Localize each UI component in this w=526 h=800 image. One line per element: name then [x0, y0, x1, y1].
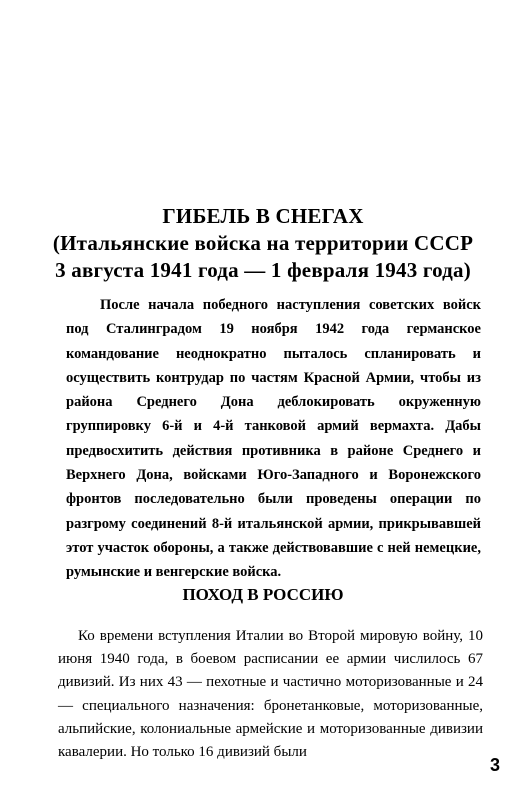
- body-paragraph: Ко времени вступления Италии во Второй мировую войну, 10 июня 1940 года, в боевом расписании ее армии числилось 67 дивизий. Из них 43 — пехотные и частично моторизованные и 24 — специального назначения: бронетанковые, моторизованные, альпийские, колониальные армейские и моторизованные дивизии кавалерии. Но только 16 дивизий были: [58, 628, 483, 761]
- section-heading: ПОХОД В РОССИЮ: [182, 585, 344, 604]
- chapter-subtitle-line-1: (Итальянские войска на территории СССР: [52, 231, 474, 255]
- chapter-title-main: ГИБЕЛЬ В СНЕГАХ: [162, 204, 364, 228]
- page-number: 3: [489, 755, 500, 775]
- intro-paragraph: После начала победного наступления советских войск под Сталинградом 19 ноября 1942 года германское командование неоднократно пыталось спланировать и осуществить контрудар по частям Красной Армии, чтобы из района Среднего Дона деблокировать окруженную группировку 6-й и 4-й танковой армий вермахта. Дабы предвосхитить действия противника в районе Среднего и Верхнего Дона, войсками Юго-Западного и Воронежского фронтов последовательно были проведены операции по разгрому соединений 8-й итальянской армии, прикрывавшей этот участок обороны, а также действовавшие с ней немецкие, румынские и венгерские войска.: [66, 297, 481, 581]
- chapter-title: [40, 203, 486, 284]
- chapter-subtitle-line-2: 3 августа 1941 года — 1 февраля 1943 года): [55, 258, 471, 282]
